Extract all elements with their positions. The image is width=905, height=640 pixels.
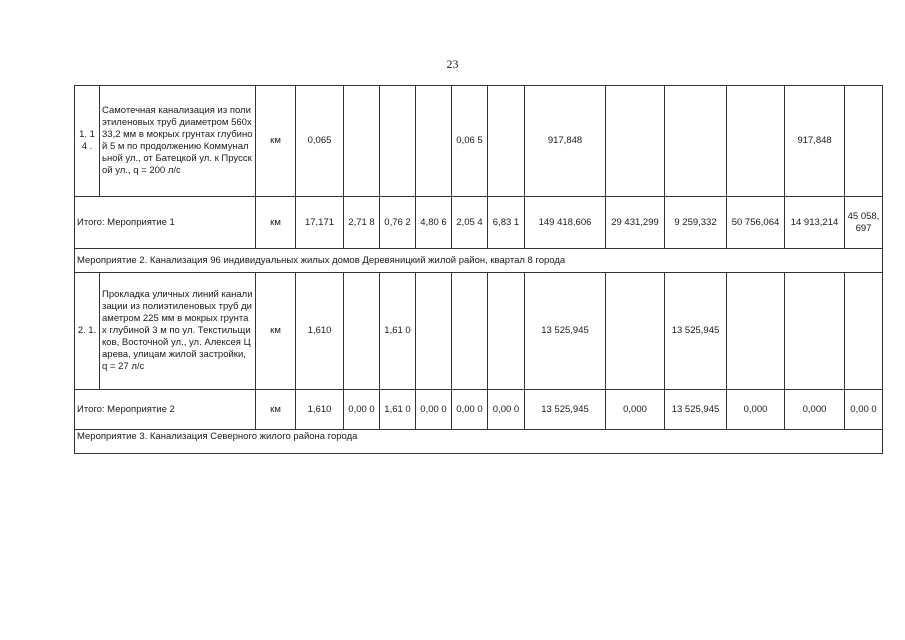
cell-c6 [488, 86, 525, 197]
cell-c10: 0,000 [727, 390, 785, 430]
cell-c9 [665, 86, 727, 197]
table-row-section-2 [75, 249, 883, 273]
row-unit: км [256, 390, 296, 430]
cell-c10: 50 756,064 [727, 197, 785, 249]
cell-c6: 6,83 1 [488, 197, 525, 249]
cell-c1: 1,610 [296, 273, 344, 390]
cell-c11: 917,848 [785, 86, 845, 197]
cell-c11: 14 913,214 [785, 197, 845, 249]
cell-c8: 0,000 [606, 390, 665, 430]
cell-c1: 0,065 [296, 86, 344, 197]
total-label: Итого: Мероприятие 2 [75, 390, 256, 430]
cell-c5: 0,00 0 [452, 390, 488, 430]
cell-c12: 0,00 0 [845, 390, 883, 430]
cell-c5: 2,05 4 [452, 197, 488, 249]
cell-c2: 0,00 0 [344, 390, 380, 430]
cell-c7: 13 525,945 [525, 390, 606, 430]
cell-c3: 1,61 0 [380, 273, 416, 390]
table-row-total-1 [75, 197, 883, 249]
cell-c7: 13 525,945 [525, 273, 606, 390]
cell-c7: 917,848 [525, 86, 606, 197]
cell-c12: 45 058, 697 [845, 197, 883, 249]
cell-c11 [785, 273, 845, 390]
page-number: 23 [446, 57, 459, 71]
row-number: 1. 14 . [75, 86, 100, 197]
cell-c12 [845, 273, 883, 390]
cell-c6: 0,00 0 [488, 390, 525, 430]
cell-c9: 13 525,945 [665, 390, 727, 430]
row-unit: км [256, 86, 296, 197]
row-unit: км [256, 273, 296, 390]
cell-c12 [845, 86, 883, 197]
cell-c3: 0,76 2 [380, 197, 416, 249]
cell-c9: 13 525,945 [665, 273, 727, 390]
cell-c3 [380, 86, 416, 197]
row-description: Самотечная канализация из полиэтиленовых труб диаметром 560х33,2 мм в мокрых грунтах глубиной 5 м по продолжению Коммунальной ул., от Батецкой ул. к Прусской ул., q = 200 л/с [100, 86, 256, 197]
data-table [74, 85, 883, 454]
cell-c8 [606, 273, 665, 390]
table-row-item-1-14 [75, 86, 883, 197]
cell-c4: 4,80 6 [416, 197, 452, 249]
table-row-total-2 [75, 390, 883, 430]
cell-c1: 17,171 [296, 197, 344, 249]
row-number: 2. 1. [75, 273, 100, 390]
cell-c2: 2,71 8 [344, 197, 380, 249]
table-row-item-2-1 [75, 273, 883, 390]
table-row-section-3 [75, 430, 883, 454]
cell-c10 [727, 86, 785, 197]
cell-c8: 29 431,299 [606, 197, 665, 249]
cell-c3: 1,61 0 [380, 390, 416, 430]
cell-c5 [452, 273, 488, 390]
cell-c4 [416, 273, 452, 390]
cell-c2 [344, 273, 380, 390]
cell-c2 [344, 86, 380, 197]
cell-c7: 149 418,606 [525, 197, 606, 249]
total-label: Итого: Мероприятие 1 [75, 197, 256, 249]
section-heading: Мероприятие 3. Канализация Северного жилого района города [75, 430, 883, 454]
cell-c10 [727, 273, 785, 390]
row-unit: км [256, 197, 296, 249]
cell-c11: 0,000 [785, 390, 845, 430]
section-heading: Мероприятие 2. Канализация 96 индивидуальных жилых домов Деревяницкий жилой район, квартал 8 города [75, 249, 883, 273]
cell-c8 [606, 86, 665, 197]
row-description: Прокладка уличных линий канализации из полиэтиленовых труб диаметром 225 мм в мокрых грунтах глубиной 3 м по ул. Текстильщиков, Восточной ул., ул. Алексея Царева, улицам жилой застройки, q = 27 л/с [100, 273, 256, 390]
cell-c1: 1,610 [296, 390, 344, 430]
cell-c4 [416, 86, 452, 197]
cell-c9: 9 259,332 [665, 197, 727, 249]
cell-c4: 0,00 0 [416, 390, 452, 430]
cell-c6 [488, 273, 525, 390]
cell-c5: 0,06 5 [452, 86, 488, 197]
